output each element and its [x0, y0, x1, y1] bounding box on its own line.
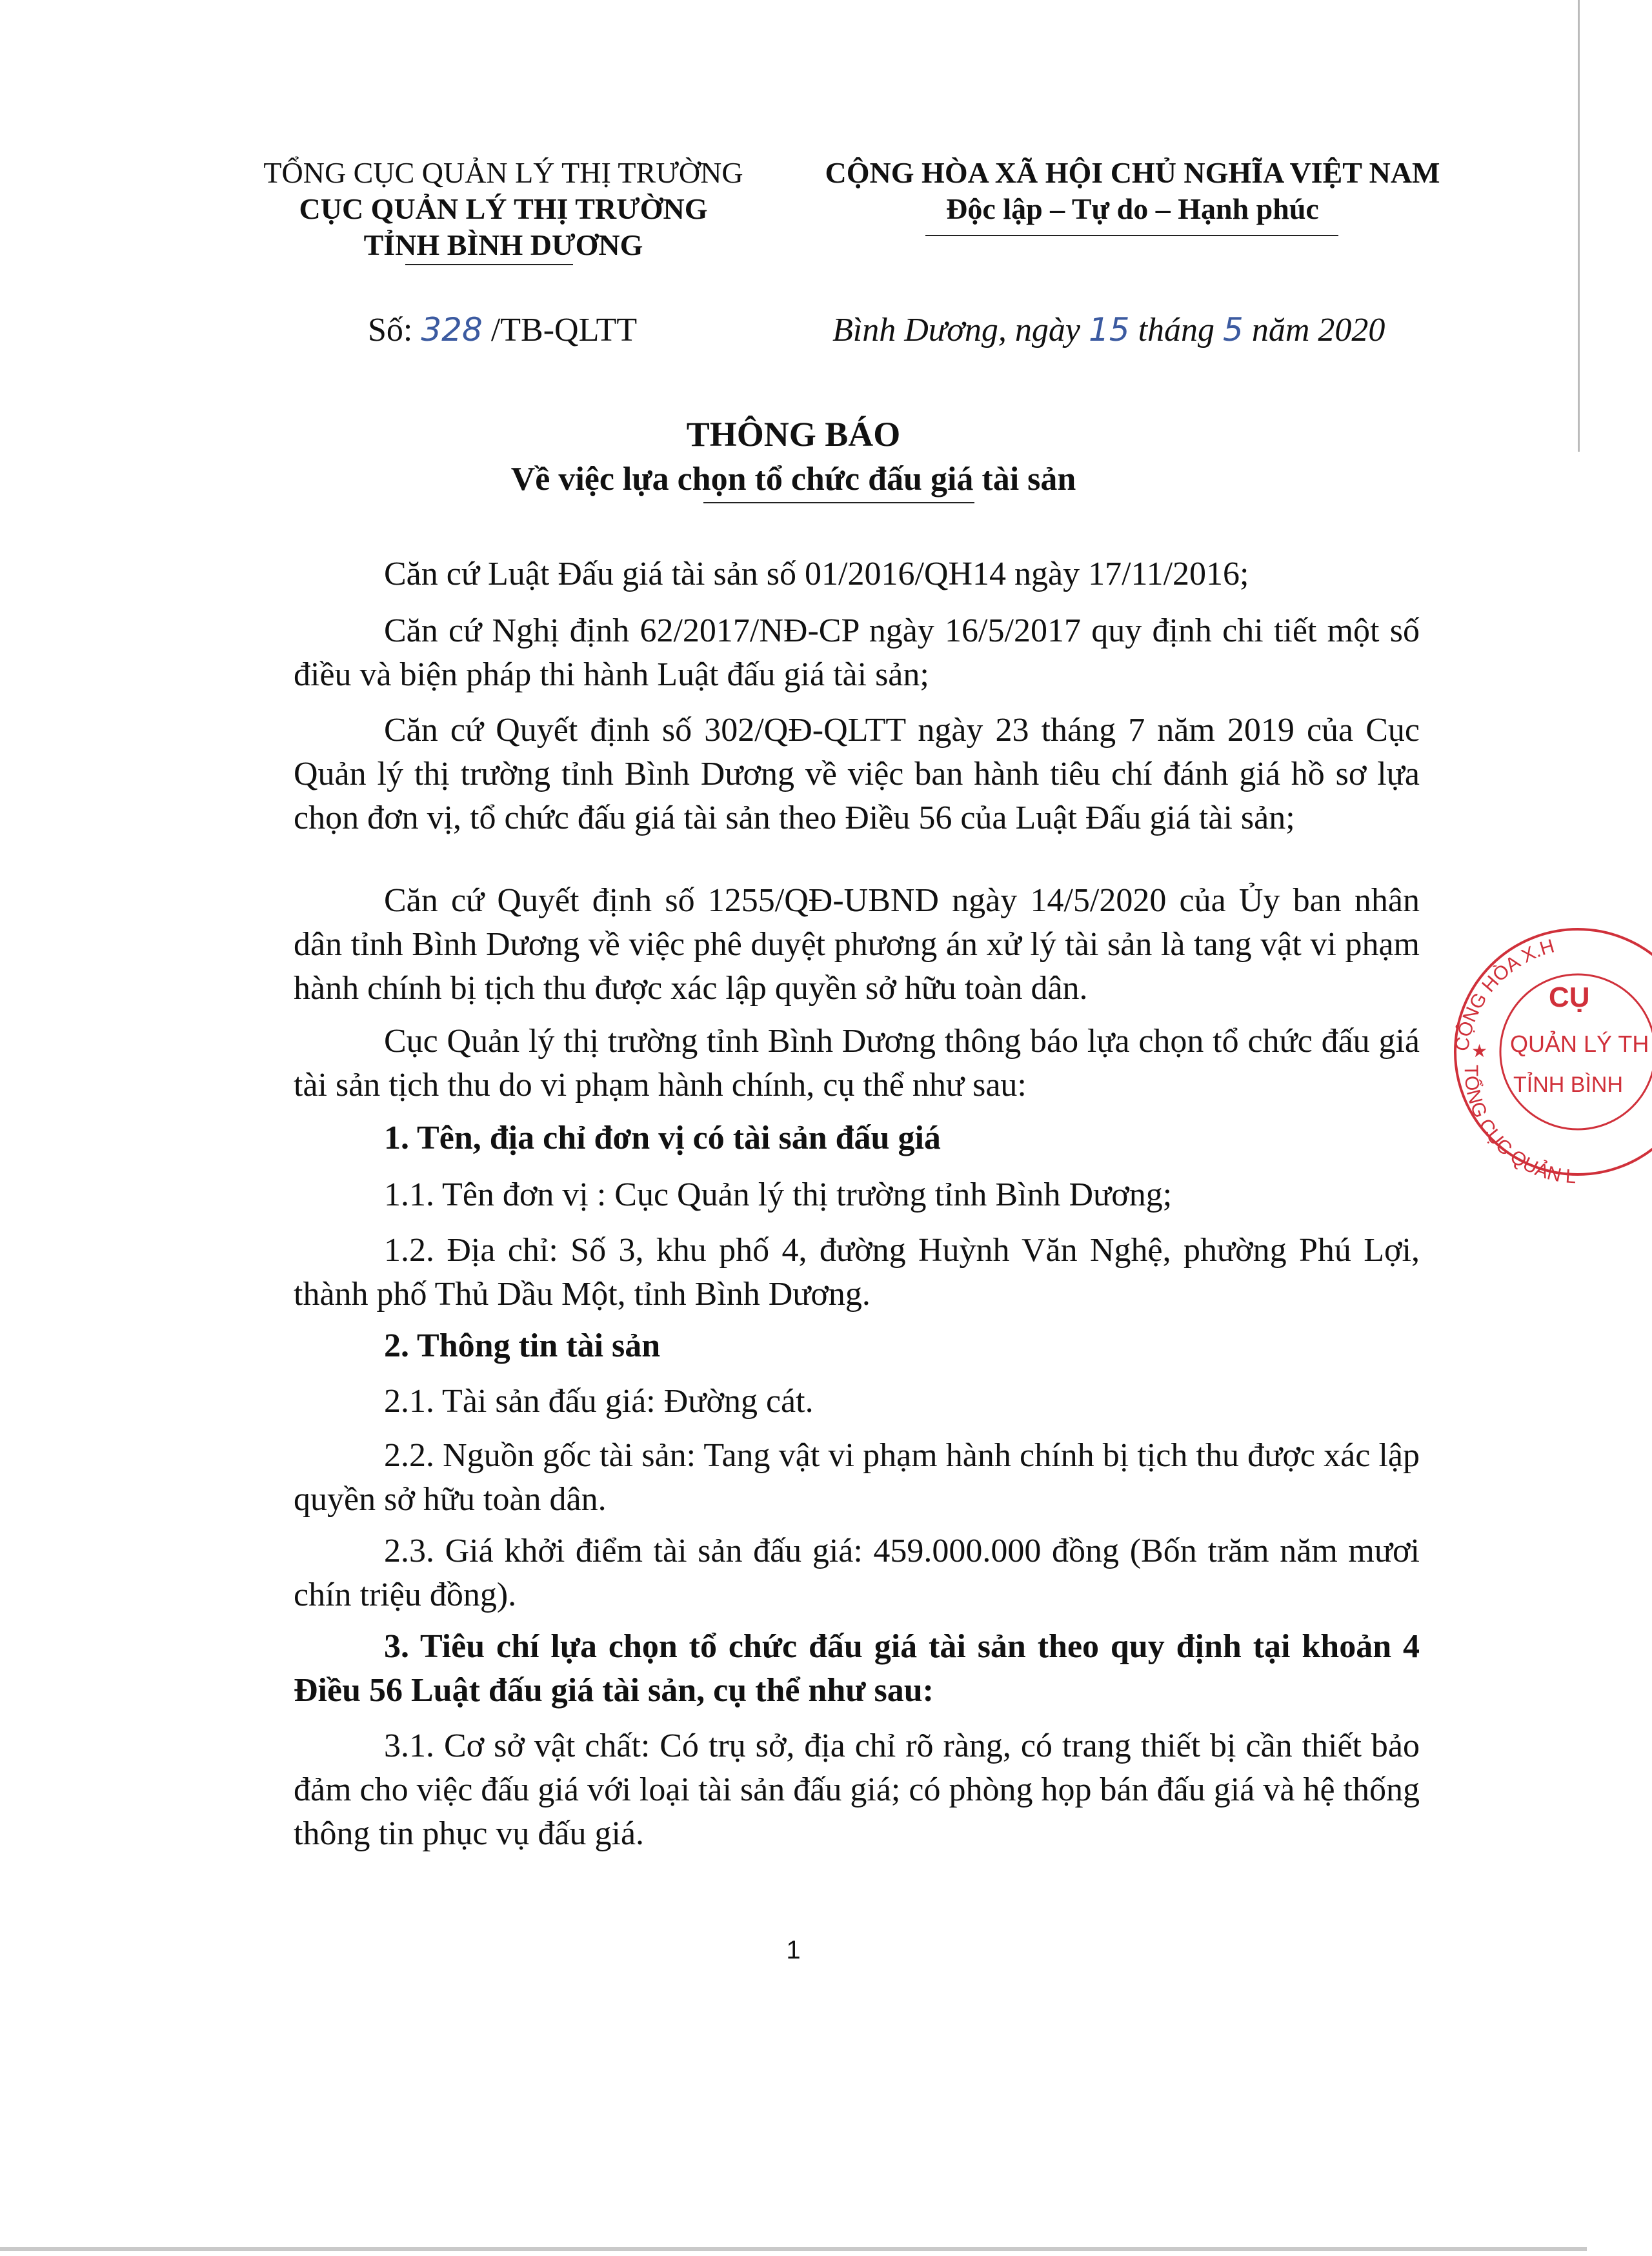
date-day-handwritten: 15: [1088, 311, 1130, 348]
legal-basis-2: Căn cứ Nghị định 62/2017/NĐ-CP ngày 16/5/2017 quy định chi tiết một số điều và biện pháp thi hành Luật đấu giá tài sản;: [294, 612, 1420, 693]
seal-top-text: CỘNG HÒA X.H: [1451, 935, 1557, 1053]
seal-center-1: CỤ: [1549, 982, 1590, 1013]
date-year: năm 2020: [1251, 312, 1385, 348]
scan-right-edge: [1578, 0, 1580, 452]
agency-province: TỈNH BÌNH DƯƠNG: [363, 228, 643, 261]
section-2-heading: 2. Thông tin tài sản: [384, 1327, 661, 1364]
date-month-label: tháng: [1138, 312, 1215, 348]
section-2-item-3: 2.3. Giá khởi điểm tài sản đấu giá: 459.000.000 đồng (Bốn trăm năm mươi chín triệu đồng).: [294, 1533, 1420, 1613]
page-number: 1: [786, 1936, 801, 1964]
section-1-item-2: 1.2. Địa chỉ: Số 3, khu phố 4, đường Huỳnh Văn Nghệ, phường Phú Lợi, thành phố Thủ Dầu Một, tỉnh Bình Dương.: [294, 1232, 1420, 1313]
intro-paragraph: Cục Quản lý thị trường tỉnh Bình Dương thông báo lựa chọn tổ chức đấu giá tài sản tịch thu do vi phạm hành chính, cụ thể như sau:: [294, 1023, 1420, 1103]
doc-number-suffix: /TB-QLTT: [490, 312, 638, 348]
document-subtitle: Về việc lựa chọn tổ chức đấu giá tài sản: [510, 461, 1076, 498]
seal-center-3: TỈNH BÌNH: [1513, 1073, 1623, 1097]
document-number: [368, 308, 637, 352]
date-month-handwritten: 5: [1223, 311, 1244, 348]
motto-underline: [925, 235, 1338, 236]
doc-number-handwritten: 328: [421, 311, 483, 348]
scan-bottom-edge: [0, 2247, 1587, 2251]
section-1-item-1: 1.1. Tên đơn vị : Cục Quản lý thị trường tỉnh Bình Dương;: [384, 1176, 1173, 1213]
seal-bottom-text: TỔNG CỤC QUẢN L: [1460, 1064, 1577, 1187]
agency-underline: [405, 264, 573, 265]
legal-basis-3: Căn cứ Quyết định số 302/QĐ-QLTT ngày 23 tháng 7 năm 2019 của Cục Quản lý thị trường tỉnh Bình Dương về việc ban hành tiêu chí đánh giá hồ sơ lựa chọn đơn vị, tổ chức đấu giá tài sản theo Điều 56 của Luật Đấu giá tài sản;: [294, 712, 1420, 836]
official-seal: [1439, 903, 1652, 1187]
legal-basis-1: Căn cứ Luật Đấu giá tài sản số 01/2016/QH14 ngày 17/11/2016;: [384, 556, 1249, 592]
seal-star-icon: ★: [1471, 1040, 1488, 1062]
subtitle-underline: [703, 502, 974, 503]
section-3-item-1: 3.1. Cơ sở vật chất: Có trụ sở, địa chỉ rõ ràng, có trang thiết bị cần thiết bảo đảm cho việc đấu giá với loại tài sản đấu giá; có phòng họp bán đấu giá và hệ thống thông tin phục vụ đấu giá.: [294, 1727, 1420, 1852]
section-2-item-2: 2.2. Nguồn gốc tài sản: Tang vật vi phạm hành chính bị tịch thu được xác lập quyền sở hữu toàn dân.: [294, 1437, 1420, 1518]
date-place: Bình Dương, ngày: [832, 312, 1080, 348]
seal-center-2: QUẢN LÝ TH: [1510, 1031, 1649, 1057]
motto: Độc lập – Tự do – Hạnh phúc: [946, 192, 1319, 225]
document-title: THÔNG BÁO: [686, 415, 901, 454]
section-1-heading: 1. Tên, địa chỉ đơn vị có tài sản đấu giá: [384, 1120, 941, 1156]
agency-name: CỤC QUẢN LÝ THỊ TRƯỜNG: [299, 192, 708, 225]
legal-basis-4: Căn cứ Quyết định số 1255/QĐ-UBND ngày 14/5/2020 của Ủy ban nhân dân tỉnh Bình Dương về việc phê duyệt phương án xử lý tài sản là tang vật vi phạm hành chính bị tịch thu được xác lập quyền sở hữu toàn dân.: [294, 882, 1420, 1007]
country-name: CỘNG HÒA XÃ HỘI CHỦ NGHĨA VIỆT NAM: [825, 156, 1440, 189]
document-date: [832, 308, 1385, 352]
section-2-item-1: 2.1. Tài sản đấu giá: Đường cát.: [384, 1383, 814, 1420]
doc-number-prefix: Số:: [368, 312, 413, 348]
agency-parent: TỔNG CỤC QUẢN LÝ THỊ TRƯỜNG: [263, 156, 743, 189]
section-3-heading: 3. Tiêu chí lựa chọn tổ chức đấu giá tài sản theo quy định tại khoản 4 Điều 56 Luật đấu giá tài sản, cụ thể như sau:: [294, 1628, 1420, 1709]
